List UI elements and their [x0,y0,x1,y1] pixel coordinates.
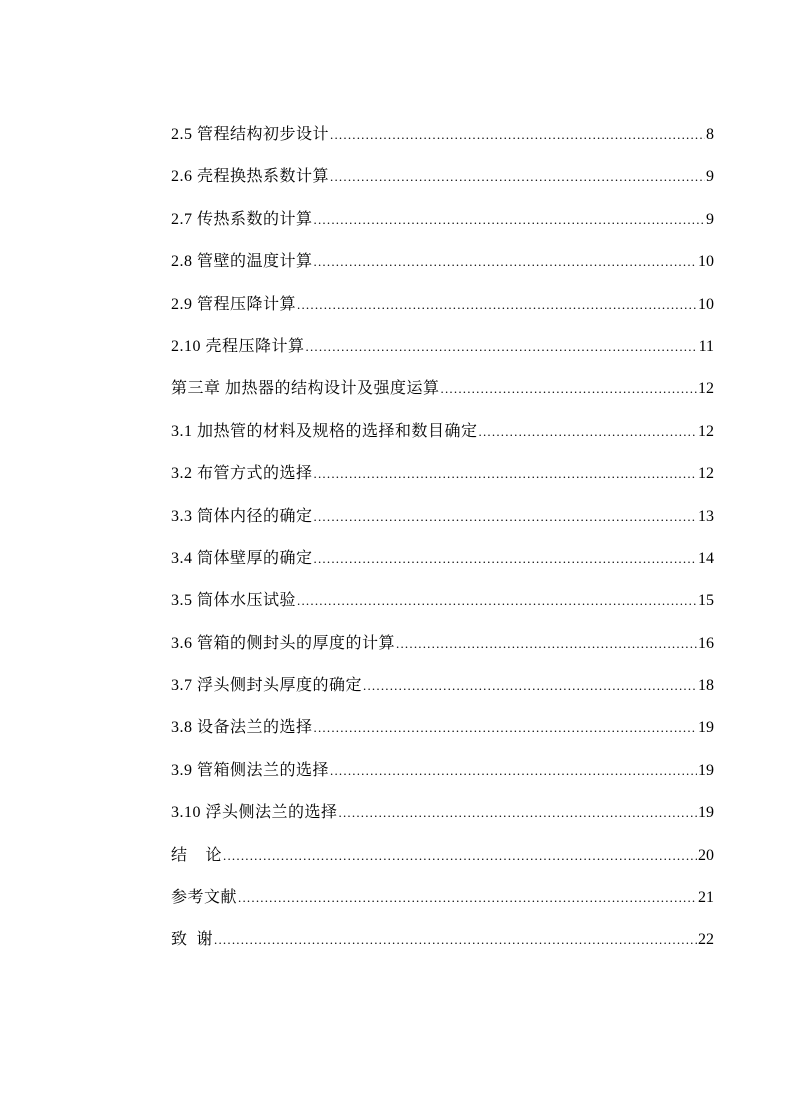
toc-dot-leader [330,121,705,149]
toc-dot-leader [339,799,697,827]
toc-entry-title: 3.3 筒体内径的确定 [171,507,313,525]
toc-dot-leader [314,545,697,573]
toc-entry-3-2[interactable] [171,460,714,502]
toc-entry-3-6[interactable] [171,630,714,672]
toc-page-number: 12 [698,465,714,483]
toc-entry-title: 3.1 加热管的材料及规格的选择和数目确定 [171,422,478,440]
toc-entry-title: 2.9 管程压降计算 [171,295,297,313]
toc-entry-conclusion[interactable] [171,842,714,884]
toc-dot-leader [363,672,697,700]
toc-page-number: 15 [698,592,714,610]
toc-page-number: 12 [698,422,714,440]
toc-entry-3-1[interactable] [171,418,714,460]
toc-page-number: 21 [698,889,714,907]
toc-page-number: 10 [698,253,714,271]
toc-page-number: 9 [706,210,714,228]
toc-page-number: 12 [698,380,714,398]
toc-entry-title: 致 谢 [171,931,214,949]
toc-dot-leader [223,842,697,870]
toc-page-number: 20 [698,846,714,864]
toc-page-number: 14 [698,549,714,567]
toc-entry-3-5[interactable] [171,587,714,629]
toc-dot-leader [297,291,697,319]
toc-entry-3-10[interactable] [171,799,714,841]
toc-entry-title: 结 论 [171,846,223,864]
toc-entry-title: 3.9 管箱侧法兰的选择 [171,761,330,779]
toc-dot-leader [441,375,697,403]
toc-entry-chapter-3[interactable] [171,375,714,417]
toc-entry-3-4[interactable] [171,545,714,587]
toc-dot-leader [396,630,697,658]
toc-page-number: 13 [698,507,714,525]
toc-page-number: 19 [698,719,714,737]
toc-entry-title: 3.6 管箱的侧封头的厚度的计算 [171,634,396,652]
toc-entry-2-6[interactable] [171,163,714,205]
toc-dot-leader [306,333,698,361]
toc-entry-2-5[interactable] [171,121,714,163]
toc-page-number: 18 [698,677,714,695]
toc-page-number: 11 [698,337,714,355]
toc-entry-title: 3.10 浮头侧法兰的选择 [171,804,338,822]
toc-entry-title: 2.10 壳程压降计算 [171,337,305,355]
toc-dot-leader [314,714,697,742]
toc-entry-title: 2.7 传热系数的计算 [171,210,313,228]
toc-page-number: 19 [698,804,714,822]
toc-dot-leader [297,587,697,615]
toc-dot-leader [479,418,697,446]
toc-dot-leader [314,460,697,488]
toc-entry-title: 2.6 壳程换热系数计算 [171,168,330,186]
toc-entry-acknowledgements[interactable] [171,926,714,968]
toc-dot-leader [330,757,697,785]
toc-dot-leader [314,503,697,531]
toc-dot-leader [238,884,697,912]
toc-dot-leader [214,926,697,954]
toc-entry-title: 2.5 管程结构初步设计 [171,126,330,143]
toc-page-number: 10 [698,295,714,313]
table-of-contents [171,121,714,969]
toc-page-number: 19 [698,761,714,779]
toc-page-number: 16 [698,634,714,652]
toc-entry-2-7[interactable] [171,206,714,248]
toc-entry-3-9[interactable] [171,757,714,799]
toc-entry-title: 参考文献 [171,889,238,907]
toc-dot-leader [314,248,697,276]
toc-entry-title: 3.5 筒体水压试验 [171,592,297,610]
toc-entry-title: 3.4 筒体壁厚的确定 [171,549,313,567]
toc-entry-title: 2.8 管壁的温度计算 [171,253,313,271]
toc-entry-title: 3.7 浮头侧封头厚度的确定 [171,677,363,695]
toc-page-number: 8 [706,126,714,143]
toc-entry-title: 3.2 布管方式的选择 [171,465,313,483]
toc-entry-title: 3.8 设备法兰的选择 [171,719,313,737]
toc-dot-leader [314,206,705,234]
toc-entry-3-7[interactable] [171,672,714,714]
toc-page-number: 22 [698,931,714,949]
toc-entry-2-10[interactable] [171,333,714,375]
toc-entry-references[interactable] [171,884,714,926]
toc-entry-3-8[interactable] [171,714,714,756]
toc-entry-title: 第三章 加热器的结构设计及强度运算 [171,380,440,398]
toc-entry-2-8[interactable] [171,248,714,290]
toc-dot-leader [330,163,705,191]
toc-page-number: 9 [706,168,714,186]
toc-entry-2-9[interactable] [171,291,714,333]
toc-entry-3-3[interactable] [171,503,714,545]
